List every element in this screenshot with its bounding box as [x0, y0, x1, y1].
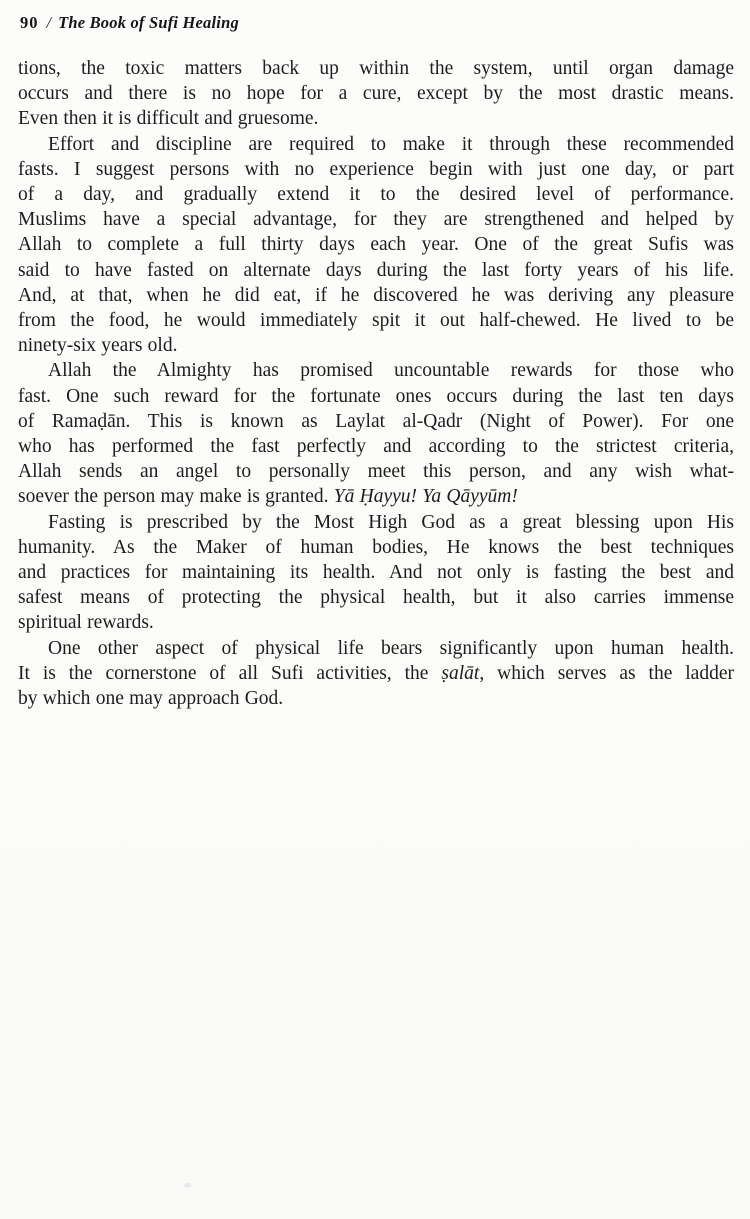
- text-segment: of Ramaḍān. This is known as Laylat al-Qadr (Night of Power). For one: [18, 410, 734, 432]
- text-line: [18, 283, 734, 308]
- text-segment: One other aspect of physical life bears significantly upon human health.: [48, 637, 734, 659]
- paragraph-3: [18, 358, 734, 509]
- text-line: [18, 610, 734, 635]
- text-segment: Effort and discipline are required to make it through these recommended: [48, 133, 734, 155]
- text-segment: Allah the Almighty has promised uncountable rewards for those who: [48, 360, 734, 382]
- text-line: [18, 106, 734, 131]
- text-line: [18, 132, 734, 157]
- body-text: [18, 56, 734, 711]
- text-line: [18, 333, 734, 358]
- text-segment: by which one may approach God.: [18, 688, 284, 710]
- text-segment: fasts. I suggest persons with no experience begin with just one day, or part: [18, 158, 734, 180]
- text-line: [18, 585, 734, 610]
- text-segment: from the food, he would immediately spit it out half-chewed. He lived to be: [18, 310, 734, 332]
- text-line: [18, 81, 734, 106]
- text-segment: humanity. As the Maker of human bodies, He knows the best techniques: [18, 536, 734, 558]
- text-line: [18, 459, 734, 484]
- scan-speck: [184, 1183, 191, 1188]
- text-segment: fast. One such reward for the fortunate ones occurs during the last ten days: [18, 385, 734, 407]
- text-segment: , which serves as the ladder: [479, 662, 734, 684]
- text-segment: safest means of protecting the physical health, but it also carries immense: [18, 587, 734, 609]
- text-line: [18, 560, 734, 585]
- text-segment: It is the cornerstone of all Sufi activities, the: [18, 662, 442, 684]
- book-title: The Book of Sufi Healing: [58, 13, 239, 32]
- text-line: [18, 358, 734, 383]
- text-line: [18, 510, 734, 535]
- text-line: [18, 182, 734, 207]
- paragraph-5: [18, 636, 734, 712]
- text-line: [18, 686, 734, 711]
- text-line: [18, 636, 734, 661]
- running-header: [20, 12, 730, 34]
- text-segment: ninety-six years old.: [18, 335, 178, 357]
- paragraph-1: [18, 56, 734, 132]
- text-line: [18, 157, 734, 182]
- text-segment: and practices for maintaining its health. And not only is fasting the best and: [18, 562, 734, 584]
- text-line: [18, 308, 734, 333]
- text-line: [18, 535, 734, 560]
- text-line: [18, 56, 734, 81]
- text-segment: spiritual rewards.: [18, 612, 154, 634]
- text-line: [18, 384, 734, 409]
- text-segment: said to have fasted on alternate days during the last forty years of his life.: [18, 259, 734, 281]
- text-line: [18, 232, 734, 257]
- page-number: 90: [20, 13, 39, 32]
- header-separator: /: [46, 13, 52, 32]
- text-line: [18, 661, 734, 686]
- text-line: [18, 434, 734, 459]
- text-segment: Fasting is prescribed by the Most High God as a great blessing upon His: [48, 511, 734, 533]
- text-line: [18, 258, 734, 283]
- text-segment: Muslims have a special advantage, for they are strengthened and helped by: [18, 209, 734, 231]
- text-segment: Even then it is difficult and gruesome.: [18, 108, 319, 130]
- text-line: [18, 484, 734, 509]
- text-segment: Allah sends an angel to personally meet this person, and any wish what-: [18, 461, 734, 483]
- text-segment: And, at that, when he did eat, if he discovered he was deriving any pleasure: [18, 284, 734, 306]
- text-segment: occurs and there is no hope for a cure, except by the most drastic means.: [18, 83, 734, 105]
- text-line: [18, 409, 734, 434]
- paragraph-4: [18, 510, 734, 636]
- paragraph-2: [18, 132, 734, 359]
- text-segment: Allah to complete a full thirty days each year. One of the great Sufis was: [18, 234, 734, 256]
- text-segment: of a day, and gradually extend it to the desired level of performance.: [18, 184, 734, 206]
- text-segment: who has performed the fast perfectly and according to the strictest criteria,: [18, 436, 734, 458]
- italic-phrase: Yā Ḥayyu! Ya Qāyyūm!: [333, 486, 518, 508]
- text-segment: soever the person may make is granted.: [18, 486, 334, 508]
- italic-phrase: ṣalāt: [441, 662, 480, 684]
- text-segment: tions, the toxic matters back up within the system, until organ damage: [18, 58, 734, 79]
- text-line: [18, 207, 734, 232]
